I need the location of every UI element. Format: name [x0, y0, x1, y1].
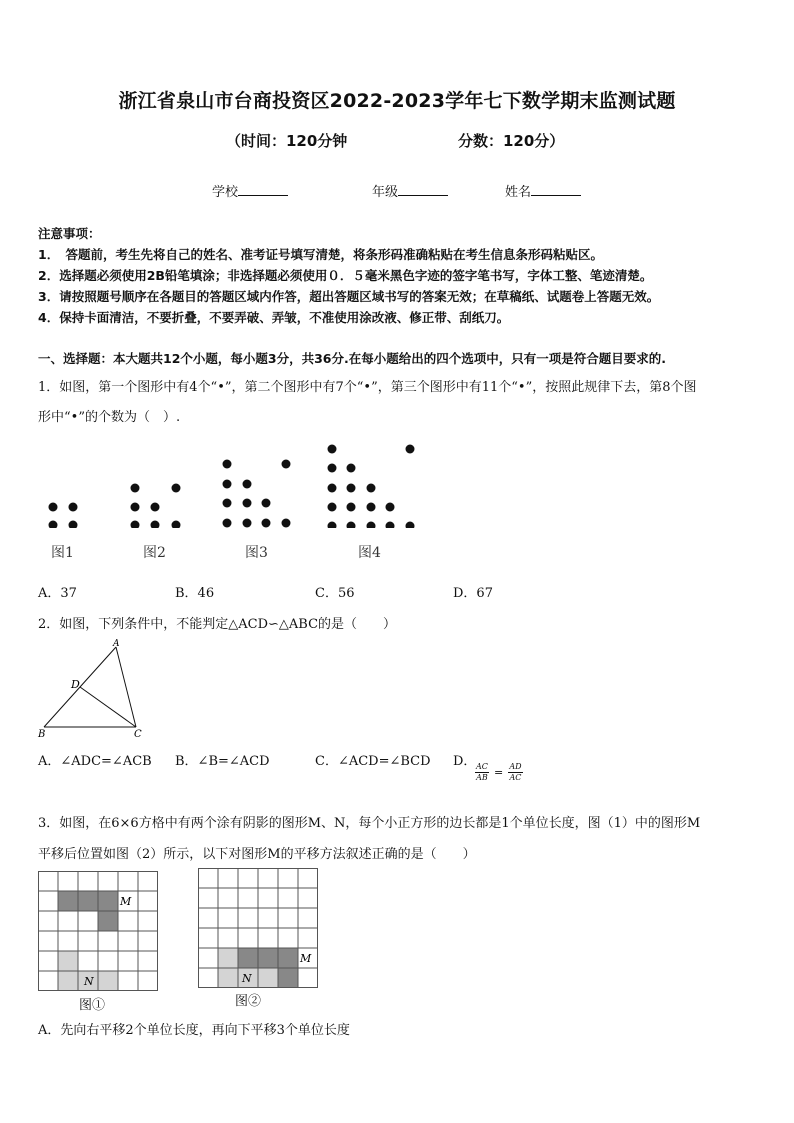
label-d: D: [71, 678, 80, 691]
frac-den-1: AB: [476, 773, 488, 782]
dot: [172, 484, 181, 493]
q2-option-c[interactable]: C．∠ACD=∠BCD: [315, 754, 431, 769]
q3-grid-figure-1: [38, 871, 160, 993]
grid2-label-m: M: [300, 952, 312, 965]
dot: [282, 519, 291, 528]
dot: [223, 499, 232, 508]
dot: [328, 503, 337, 512]
dot: [347, 464, 356, 473]
label-b: B: [38, 729, 46, 740]
q2-option-b[interactable]: B．∠B=∠ACD: [175, 754, 270, 769]
dot: [69, 521, 78, 529]
q3-stem-line1: 3．如图，在6×6方格中有两个涂有阴影的图形M、N，每个小正方形的边长都是1个单位长度，图（1）中的图形M: [38, 816, 701, 831]
dot: [223, 480, 232, 489]
name-field[interactable]: [505, 181, 581, 200]
dot: [243, 499, 252, 508]
note-item-3: 3．请按照题号顺序在各题目的答题区域内作答，超出答题区域书写的答案无效；在草稿纸、试题卷上答题无效。: [38, 289, 660, 304]
q2-option-d-fraction: [475, 762, 523, 783]
dot: [328, 445, 337, 454]
section-heading: 一、选择题：本大题共12个小题，每小题3分，共36分.在每小题给出的四个选项中，只有一项是符合题目要求的.: [38, 351, 666, 366]
q1-stem-line1: 1．如图，第一个图形中有4个“•”，第二个图形中有7个“•”，第三个图形中有11个“•”，按照此规律下去，第8个图: [38, 380, 697, 395]
q3-stem-line2: 平移后位置如图（2）所示，以下对图形M的平移方法叙述正确的是（ ）: [38, 847, 476, 862]
school-label: 学校: [212, 185, 239, 200]
page-title: 浙江省泉山市台商投资区2022-2023学年七下数学期末监测试题: [118, 90, 676, 112]
q1-option-a[interactable]: A．37: [38, 586, 77, 601]
dot: [367, 522, 376, 529]
label-a: A: [113, 639, 120, 649]
frac-den-2: AC: [509, 773, 522, 782]
note-item-4: 4．保持卡面清洁，不要折叠，不要弄破、弄皱，不准使用涂改液、修正带、刮纸刀。: [38, 310, 510, 325]
dot: [347, 522, 356, 529]
dot: [328, 522, 337, 529]
q1-caption-3: 图3: [245, 545, 268, 561]
frac-num-1: AC: [476, 762, 488, 771]
school-blank[interactable]: [238, 183, 288, 196]
frac-equals: =: [494, 766, 504, 779]
name-label: 姓名: [505, 185, 532, 200]
dot: [262, 519, 271, 528]
dot: [49, 521, 58, 529]
dot: [386, 503, 395, 512]
dot: [243, 480, 252, 489]
q1-dot-figures: [38, 436, 438, 528]
dot: [406, 445, 415, 454]
dot: [69, 503, 78, 512]
dot: [49, 503, 58, 512]
q3-option-a[interactable]: A．先向右平移2个单位长度，再向下平移3个单位长度: [38, 1023, 350, 1038]
q2-option-a[interactable]: A．∠ADC=∠ACB: [38, 754, 152, 769]
q1-caption-4: 图4: [358, 545, 381, 561]
notes-heading: 注意事项：: [38, 226, 101, 241]
grade-blank[interactable]: [398, 183, 448, 196]
exam-score: 分数：120分）: [458, 132, 565, 150]
q1-stem-line2: 形中“•”的个数为（ ）.: [38, 410, 181, 425]
q2-triangle-figure: [36, 637, 148, 741]
note-item-1: 1． 答题前，考生先将自己的姓名、准考证号填写清楚，将条形码准确粘贴在考生信息条形码粘贴区。: [38, 247, 603, 262]
dot: [328, 464, 337, 473]
q1-option-b[interactable]: B．46: [175, 586, 215, 601]
school-field[interactable]: [212, 181, 288, 200]
grid1-label-m: M: [120, 895, 132, 908]
note-item-2: 2．选择题必须使用2B铅笔填涂；非选择题必须使用０．５毫米黑色字迹的签字笔书写，字体工整、笔迹清楚。: [38, 268, 653, 283]
dot: [367, 484, 376, 493]
dot: [367, 503, 376, 512]
grid1-label-n: N: [84, 975, 94, 988]
dot: [262, 499, 271, 508]
q2-option-d-label: D．: [453, 754, 477, 769]
dot: [151, 503, 160, 512]
dot: [243, 519, 252, 528]
q1-option-c[interactable]: C．56: [315, 586, 355, 601]
grade-label: 年级: [372, 185, 399, 200]
dot: [172, 521, 181, 529]
exam-time: （时间：120分钟: [226, 132, 348, 150]
dot: [282, 460, 291, 469]
label-c: C: [134, 729, 142, 740]
q1-caption-1: 图1: [51, 545, 74, 561]
q3-caption-2: 图②: [235, 994, 262, 1009]
q2-stem: 2．如图，下列条件中，不能判定△ACD∽△ABC的是（ ）: [38, 617, 397, 632]
q2-option-d[interactable]: [453, 750, 476, 769]
dot: [386, 522, 395, 529]
q1-caption-2: 图2: [143, 545, 166, 561]
dot: [223, 460, 232, 469]
dot: [328, 484, 337, 493]
dot: [347, 503, 356, 512]
grid2-label-n: N: [242, 972, 252, 985]
q3-grid-figure-2: [198, 868, 320, 990]
name-blank[interactable]: [531, 183, 581, 196]
q1-option-d[interactable]: D．67: [453, 586, 493, 601]
dot: [131, 503, 140, 512]
q3-caption-1: 图①: [79, 998, 106, 1013]
dot: [131, 484, 140, 493]
dot: [406, 522, 415, 529]
dot: [131, 521, 140, 529]
grade-field[interactable]: [372, 181, 448, 200]
frac-num-2: AD: [509, 762, 522, 771]
dot: [223, 519, 232, 528]
dot: [347, 484, 356, 493]
dot: [151, 521, 160, 529]
